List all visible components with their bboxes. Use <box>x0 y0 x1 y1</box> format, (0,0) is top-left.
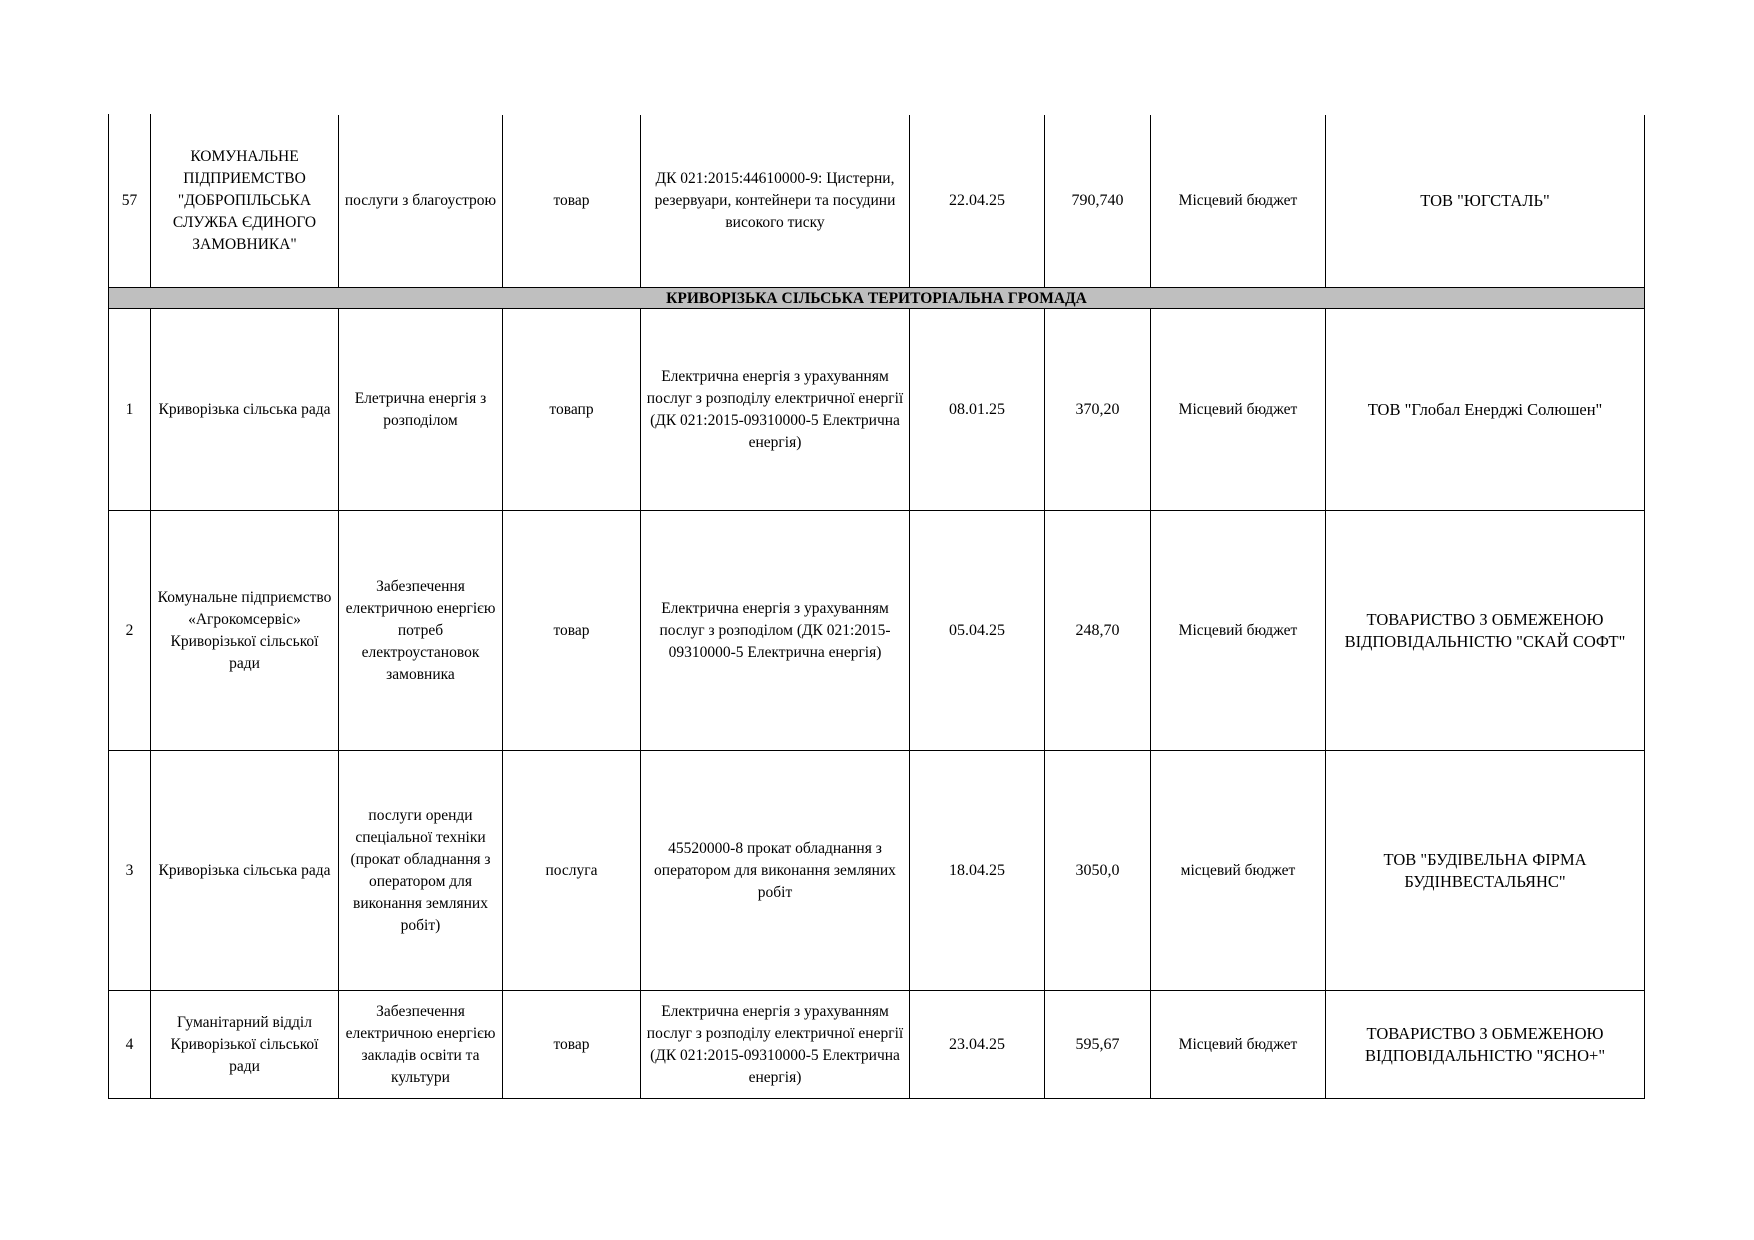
customer-cell: КОМУНАЛЬНЕ ПІДПРИЕМСТВО "ДОБРОПІЛЬСЬКА СЛУЖБА ЄДИНОГО ЗАМОВНИКА" <box>151 115 339 288</box>
code-cell: ДК 021:2015:44610000-9: Цистерни, резервуари, контейнери та посудини високого тиску <box>641 115 910 288</box>
amount-cell: 790,740 <box>1045 115 1151 288</box>
type-cell: товапр <box>503 309 641 511</box>
date-cell: 22.04.25 <box>910 115 1045 288</box>
row-number: 2 <box>109 511 151 751</box>
supplier-cell: ТОВАРИСТВО З ОБМЕЖЕНОЮ ВІДПОВІДАЛЬНІСТЮ "СКАЙ СОФТ" <box>1326 511 1645 751</box>
type-cell: товар <box>503 115 641 288</box>
date-cell: 18.04.25 <box>910 751 1045 991</box>
subject-cell: послуги з благоустрою <box>339 115 503 288</box>
table-row <box>109 309 1645 511</box>
type-cell: товар <box>503 991 641 1099</box>
source-cell: Місцевий бюджет <box>1151 991 1326 1099</box>
section-header-row <box>109 288 1645 309</box>
customer-cell: Комунальне підприємство «Агрокомсервіс» Криворізької сільської ради <box>151 511 339 751</box>
source-cell: Місцевий бюджет <box>1151 309 1326 511</box>
subject-cell: Забезпечення електричною енергією потреб електроустановок замовника <box>339 511 503 751</box>
source-cell: Місцевий бюджет <box>1151 115 1326 288</box>
customer-cell: Криворізька сільська рада <box>151 751 339 991</box>
date-cell: 05.04.25 <box>910 511 1045 751</box>
amount-cell: 3050,0 <box>1045 751 1151 991</box>
source-cell: Місцевий бюджет <box>1151 511 1326 751</box>
supplier-cell: ТОВ "БУДІВЕЛЬНА ФІРМА БУДІНВЕСТАЛЬЯНС" <box>1326 751 1645 991</box>
date-cell: 23.04.25 <box>910 991 1045 1099</box>
customer-cell: Гуманітарний відділ Криворізької сільської ради <box>151 991 339 1099</box>
table-row <box>109 115 1645 288</box>
code-cell: 45520000-8 прокат обладнання з оператором для виконання земляних робіт <box>641 751 910 991</box>
customer-cell: Криворізька сільська рада <box>151 309 339 511</box>
subject-cell: Елетрична енергія з розподілом <box>339 309 503 511</box>
section-title: КРИВОРІЗЬКА СІЛЬСЬКА ТЕРИТОРІАЛЬНА ГРОМАДА <box>109 288 1645 309</box>
supplier-cell: ТОВАРИСТВО З ОБМЕЖЕНОЮ ВІДПОВІДАЛЬНІСТЮ "ЯСНО+" <box>1326 991 1645 1099</box>
type-cell: товар <box>503 511 641 751</box>
subject-cell: послуги оренди спеціальної техніки (прокат обладнання з оператором для виконання земляних робіт) <box>339 751 503 991</box>
table-row <box>109 751 1645 991</box>
row-number: 57 <box>109 115 151 288</box>
source-cell: місцевий бюджет <box>1151 751 1326 991</box>
code-cell: Електрична енергія з урахуванням послуг з розподілу електричної енергії (ДК 021:2015-09310000-5 Електрична енергія) <box>641 991 910 1099</box>
row-number: 3 <box>109 751 151 991</box>
code-cell: Електрична енергія з урахуванням послуг з розподілу електричної енергії (ДК 021:2015-09310000-5 Електрична енергія) <box>641 309 910 511</box>
procurement-table <box>108 114 1645 1099</box>
subject-cell: Забезпечення електричною енергією закладів освіти та культури <box>339 991 503 1099</box>
table-row <box>109 991 1645 1099</box>
supplier-cell: ТОВ "ЮГСТАЛЬ" <box>1326 115 1645 288</box>
code-cell: Електрична енергія з урахуванням послуг з розподілом (ДК 021:2015-09310000-5 Електрична енергія) <box>641 511 910 751</box>
table-row <box>109 511 1645 751</box>
row-number: 4 <box>109 991 151 1099</box>
date-cell: 08.01.25 <box>910 309 1045 511</box>
supplier-cell: ТОВ "Глобал Енерджі Солюшен" <box>1326 309 1645 511</box>
row-number: 1 <box>109 309 151 511</box>
type-cell: послуга <box>503 751 641 991</box>
amount-cell: 595,67 <box>1045 991 1151 1099</box>
amount-cell: 370,20 <box>1045 309 1151 511</box>
amount-cell: 248,70 <box>1045 511 1151 751</box>
